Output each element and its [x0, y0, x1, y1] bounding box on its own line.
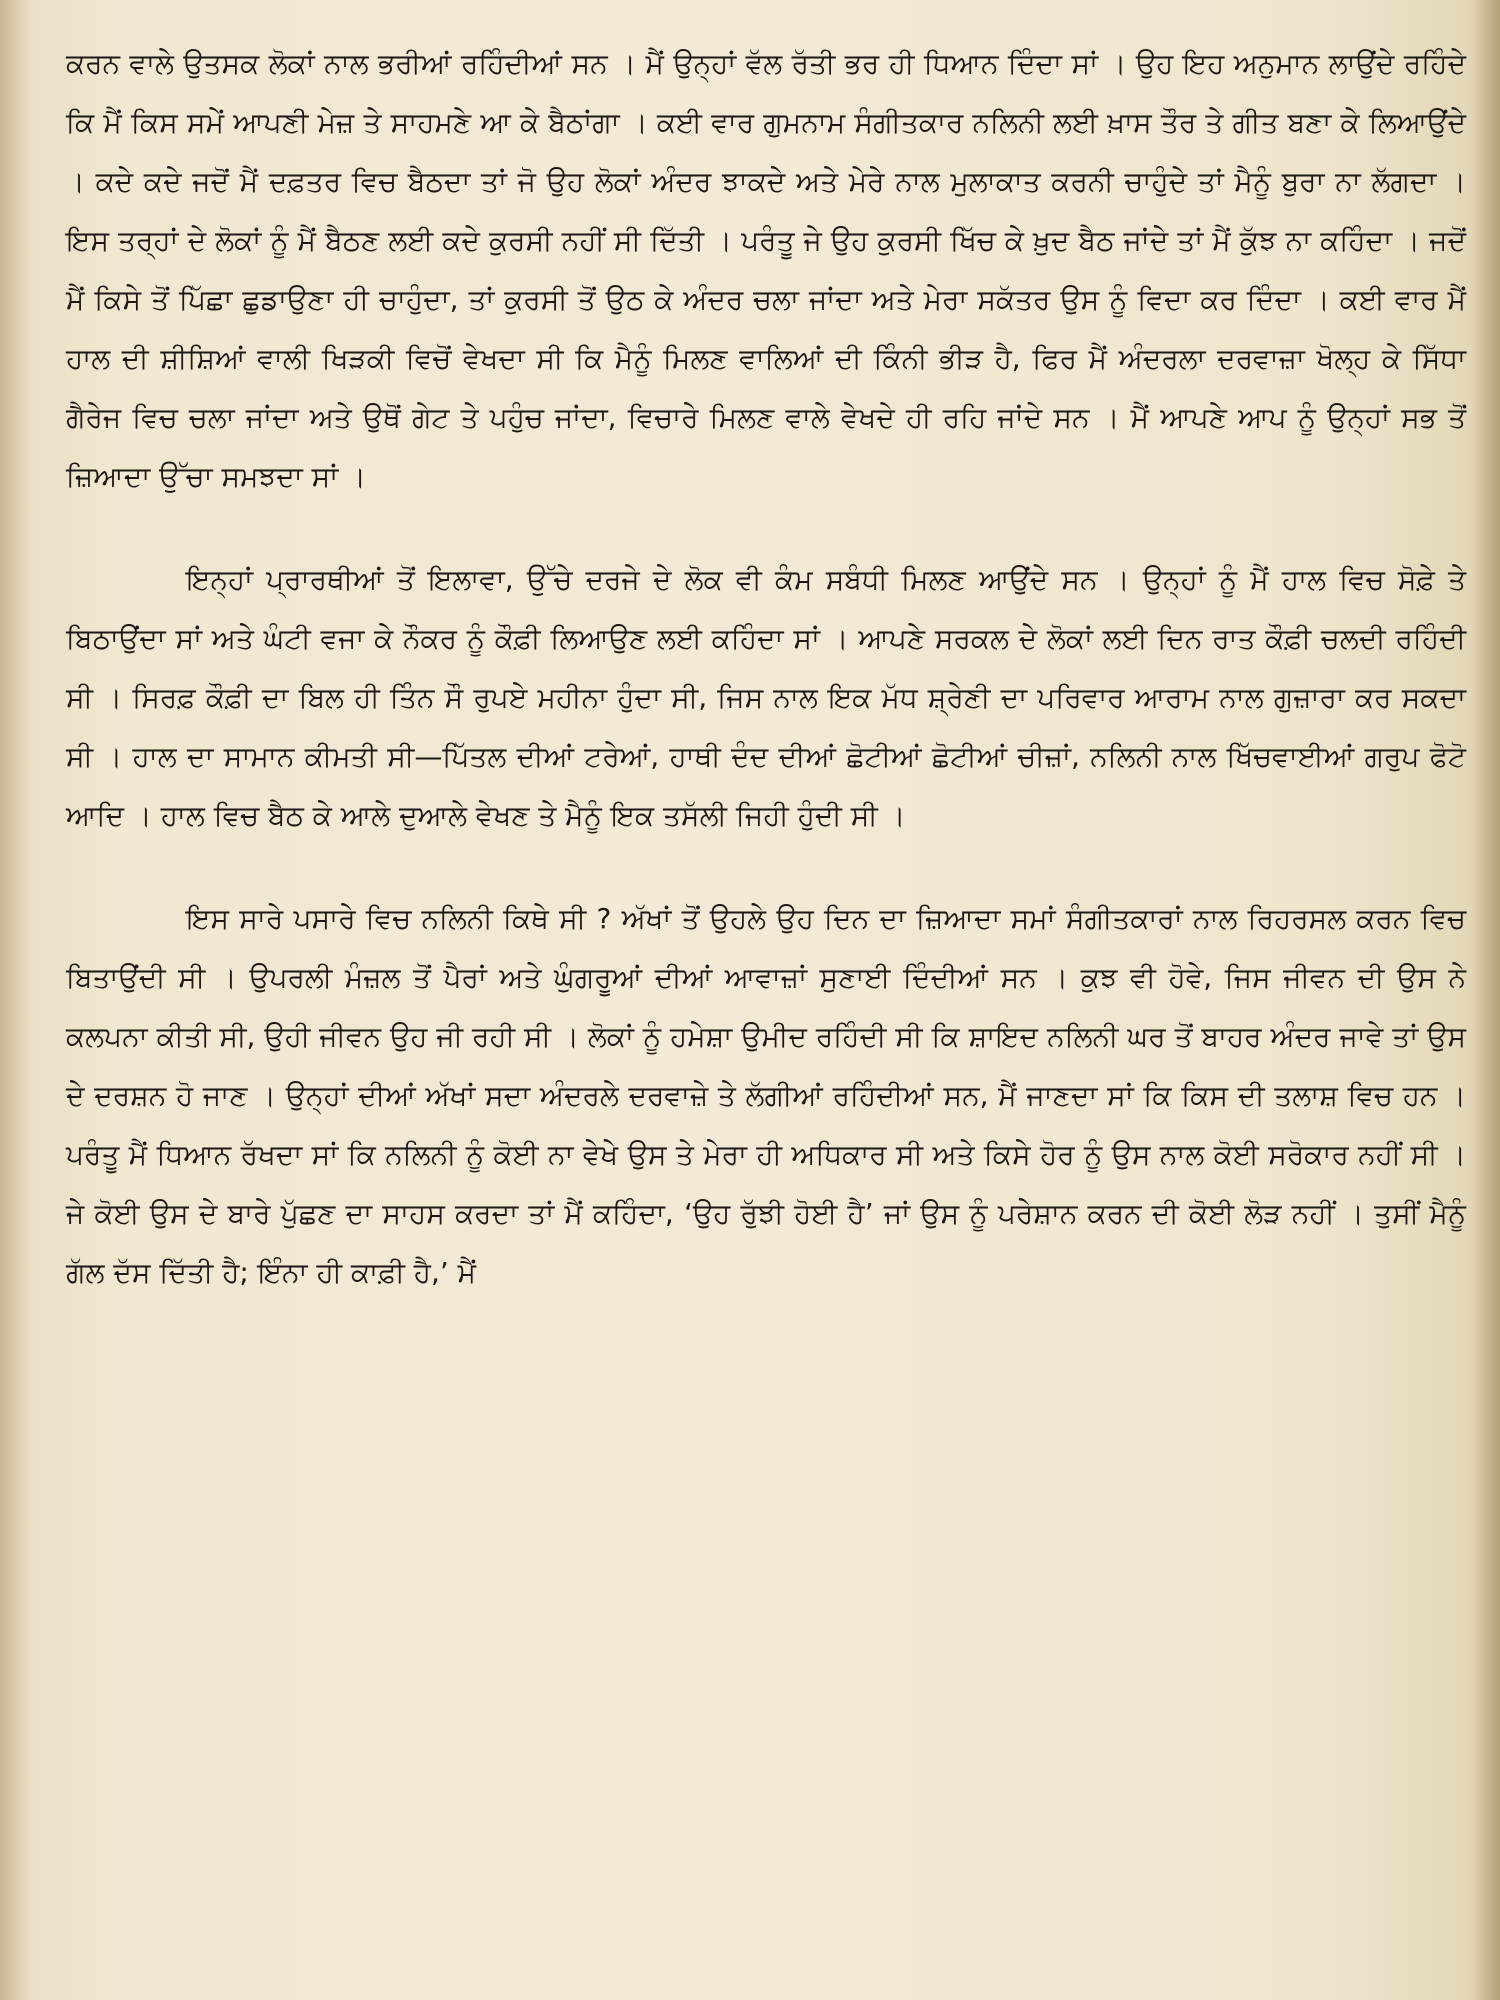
paragraph-2: ਇਨ੍ਹਾਂ ਪ੍ਰਾਰਥੀਆਂ ਤੋਂ ਇਲਾਵਾ, ਉੱਚੇ ਦਰਜੇ ਦੇ ਲੋਕ ਵੀ ਕੰਮ ਸਬੰਧੀ ਮਿਲਣ ਆਉਂਦੇ ਸਨ । ਉਨ੍ਹਾਂ ਨੂੰ ਮੈਂ ਹਾਲ ਵਿਚ ਸੋਫ਼ੇ ਤੇ ਬਿਠਾਉਂਦਾ ਸਾਂ ਅਤੇ ਘੰਟੀ ਵਜਾ ਕੇ ਨੌਕਰ ਨੂੰ ਕੌਫ਼ੀ ਲਿਆਉਣ ਲਈ ਕਹਿੰਦਾ ਸਾਂ । ਆਪਣੇ ਸਰਕਲ ਦੇ ਲੋਕਾਂ ਲਈ ਦਿਨ ਰਾਤ ਕੌਫ਼ੀ ਚਲਦੀ ਰਹਿੰਦੀ ਸੀ । ਸਿਰਫ਼ ਕੌਫ਼ੀ ਦਾ ਬਿਲ ਹੀ ਤਿੰਨ ਸੌ ਰੁਪਏ ਮਹੀਨਾ ਹੁੰਦਾ ਸੀ, ਜਿਸ ਨਾਲ ਇਕ ਮੱਧ ਸ਼੍ਰੇਣੀ ਦਾ ਪਰਿਵਾਰ ਆਰਾਮ ਨਾਲ ਗੁਜ਼ਾਰਾ ਕਰ ਸਕਦਾ ਸੀ । ਹਾਲ ਦਾ ਸਾਮਾਨ ਕੀਮਤੀ ਸੀ—ਪਿੱਤਲ ਦੀਆਂ ਟਰੇਆਂ, ਹਾਥੀ ਦੰਦ ਦੀਆਂ ਛੋਟੀਆਂ ਛੋਟੀਆਂ ਚੀਜ਼ਾਂ, ਨਲਿਨੀ ਨਾਲ ਖਿੱਚਵਾਈਆਂ ਗਰੁਪ ਫੋਟੋ ਆਦਿ । ਹਾਲ ਵਿਚ ਬੈਠ ਕੇ ਆਲੇ ਦੁਆਲੇ ਵੇਖਣ ਤੇ ਮੈਨੂੰ ਇਕ ਤਸੱਲੀ ਜਿਹੀ ਹੁੰਦੀ ਸੀ ।: [66, 563, 1466, 832]
paragraph-3: ਇਸ ਸਾਰੇ ਪਸਾਰੇ ਵਿਚ ਨਲਿਨੀ ਕਿਥੇ ਸੀ ? ਅੱਖਾਂ ਤੋਂ ਉਹਲੇ ਉਹ ਦਿਨ ਦਾ ਜ਼ਿਆਦਾ ਸਮਾਂ ਸੰਗੀਤਕਾਰਾਂ ਨਾਲ ਰਿਹਰਸਲ ਕਰਨ ਵਿਚ ਬਿਤਾਉਂਦੀ ਸੀ । ਉਪਰਲੀ ਮੰਜ਼ਲ ਤੋਂ ਪੈਰਾਂ ਅਤੇ ਘੁੰਗਰੂਆਂ ਦੀਆਂ ਆਵਾਜ਼ਾਂ ਸੁਣਾਈ ਦਿੰਦੀਆਂ ਸਨ । ਕੁਝ ਵੀ ਹੋਵੇ, ਜਿਸ ਜੀਵਨ ਦੀ ਉਸ ਨੇ ਕਲਪਨਾ ਕੀਤੀ ਸੀ, ਉਹੀ ਜੀਵਨ ਉਹ ਜੀ ਰਹੀ ਸੀ । ਲੋਕਾਂ ਨੂੰ ਹਮੇਸ਼ਾ ਉਮੀਦ ਰਹਿੰਦੀ ਸੀ ਕਿ ਸ਼ਾਇਦ ਨਲਿਨੀ ਘਰ ਤੋਂ ਬਾਹਰ ਅੰਦਰ ਜਾਵੇ ਤਾਂ ਉਸ ਦੇ ਦਰਸ਼ਨ ਹੋ ਜਾਣ । ਉਨ੍ਹਾਂ ਦੀਆਂ ਅੱਖਾਂ ਸਦਾ ਅੰਦਰਲੇ ਦਰਵਾਜ਼ੇ ਤੇ ਲੱਗੀਆਂ ਰਹਿੰਦੀਆਂ ਸਨ, ਮੈਂ ਜਾਣਦਾ ਸਾਂ ਕਿ ਕਿਸ ਦੀ ਤਲਾਸ਼ ਵਿਚ ਹਨ । ਪਰੰਤੂ ਮੈਂ ਧਿਆਨ ਰੱਖਦਾ ਸਾਂ ਕਿ ਨਲਿਨੀ ਨੂੰ ਕੋਈ ਨਾ ਵੇਖੇ ਉਸ ਤੇ ਮੇਰਾ ਹੀ ਅਧਿਕਾਰ ਸੀ ਅਤੇ ਕਿਸੇ ਹੋਰ ਨੂੰ ਉਸ ਨਾਲ ਕੋਈ ਸਰੋਕਾਰ ਨਹੀਂ ਸੀ । ਜੇ ਕੋਈ ਉਸ ਦੇ ਬਾਰੇ ਪੁੱਛਣ ਦਾ ਸਾਹਸ ਕਰਦਾ ਤਾਂ ਮੈਂ ਕਹਿੰਦਾ, ‘ਉਹ ਰੁੱਝੀ ਹੋਈ ਹੈ’ ਜਾਂ ਉਸ ਨੂੰ ਪਰੇਸ਼ਾਨ ਕਰਨ ਦੀ ਕੋਈ ਲੋੜ ਨਹੀਂ । ਤੁਸੀਂ ਮੈਨੂੰ ਗੱਲ ਦੱਸ ਦਿੱਤੀ ਹੈ; ਇੰਨਾ ਹੀ ਕਾਫ਼ੀ ਹੈ,’ ਮੈਂ: [66, 902, 1466, 1289]
page-right-edge: [1470, 0, 1500, 2000]
paragraph-1: ਕਰਨ ਵਾਲੇ ਉਤਸਕ ਲੋਕਾਂ ਨਾਲ ਭਰੀਆਂ ਰਹਿੰਦੀਆਂ ਸਨ । ਮੈਂ ਉਨ੍ਹਾਂ ਵੱਲ ਰੱਤੀ ਭਰ ਹੀ ਧਿਆਨ ਦਿੰਦਾ ਸਾਂ । ਉਹ ਇਹ ਅਨੁਮਾਨ ਲਾਉਂਦੇ ਰਹਿੰਦੇ ਕਿ ਮੈਂ ਕਿਸ ਸਮੇਂ ਆਪਣੀ ਮੇਜ਼ ਤੇ ਸਾਹਮਣੇ ਆ ਕੇ ਬੈਠਾਂਗਾ । ਕਈ ਵਾਰ ਗੁਮਨਾਮ ਸੰਗੀਤਕਾਰ ਨਲਿਨੀ ਲਈ ਖ਼ਾਸ ਤੌਰ ਤੇ ਗੀਤ ਬਣਾ ਕੇ ਲਿਆਉਂਦੇ । ਕਦੇ ਕਦੇ ਜਦੋਂ ਮੈਂ ਦਫ਼ਤਰ ਵਿਚ ਬੈਠਦਾ ਤਾਂ ਜੋ ਉਹ ਲੋਕਾਂ ਅੰਦਰ ਝਾਕਦੇ ਅਤੇ ਮੇਰੇ ਨਾਲ ਮੁਲਾਕਾਤ ਕਰਨੀ ਚਾਹੁੰਦੇ ਤਾਂ ਮੈਨੂੰ ਬੁਰਾ ਨਾ ਲੱਗਦਾ । ਇਸ ਤਰ੍ਹਾਂ ਦੇ ਲੋਕਾਂ ਨੂੰ ਮੈਂ ਬੈਠਣ ਲਈ ਕਦੇ ਕੁਰਸੀ ਨਹੀਂ ਸੀ ਦਿੱਤੀ । ਪਰੰਤੂ ਜੇ ਉਹ ਕੁਰਸੀ ਖਿੱਚ ਕੇ ਖ਼ੁਦ ਬੈਠ ਜਾਂਦੇ ਤਾਂ ਮੈਂ ਕੁੱਝ ਨਾ ਕਹਿੰਦਾ । ਜਦੋਂ ਮੈਂ ਕਿਸੇ ਤੋਂ ਪਿੱਛਾ ਛੁਡਾਉਣਾ ਹੀ ਚਾਹੁੰਦਾ, ਤਾਂ ਕੁਰਸੀ ਤੋਂ ਉਠ ਕੇ ਅੰਦਰ ਚਲਾ ਜਾਂਦਾ ਅਤੇ ਮੇਰਾ ਸਕੱਤਰ ਉਸ ਨੂੰ ਵਿਦਾ ਕਰ ਦਿੰਦਾ । ਕਈ ਵਾਰ ਮੈਂ ਹਾਲ ਦੀ ਸ਼ੀਸ਼ਿਆਂ ਵਾਲੀ ਖਿੜਕੀ ਵਿਚੋਂ ਵੇਖਦਾ ਸੀ ਕਿ ਮੈਨੂੰ ਮਿਲਣ ਵਾਲਿਆਂ ਦੀ ਕਿੰਨੀ ਭੀੜ ਹੈ, ਫਿਰ ਮੈਂ ਅੰਦਰਲਾ ਦਰਵਾਜ਼ਾ ਖੋਲ੍ਹ ਕੇ ਸਿੱਧਾ ਗੈਰੇਜ ਵਿਚ ਚਲਾ ਜਾਂਦਾ ਅਤੇ ਉਥੋਂ ਗੇਟ ਤੇ ਪਹੁੰਚ ਜਾਂਦਾ, ਵਿਚਾਰੇ ਮਿਲਣ ਵਾਲੇ ਵੇਖਦੇ ਹੀ ਰਹਿ ਜਾਂਦੇ ਸਨ । ਮੈਂ ਆਪਣੇ ਆਪ ਨੂੰ ਉਨ੍ਹਾਂ ਸਭ ਤੋਂ ਜ਼ਿਆਦਾ ਉੱਚਾ ਸਮਝਦਾ ਸਾਂ ।: [66, 47, 1466, 493]
page-left-edge: [0, 0, 30, 2000]
page-text: [66, 34, 1466, 1346]
